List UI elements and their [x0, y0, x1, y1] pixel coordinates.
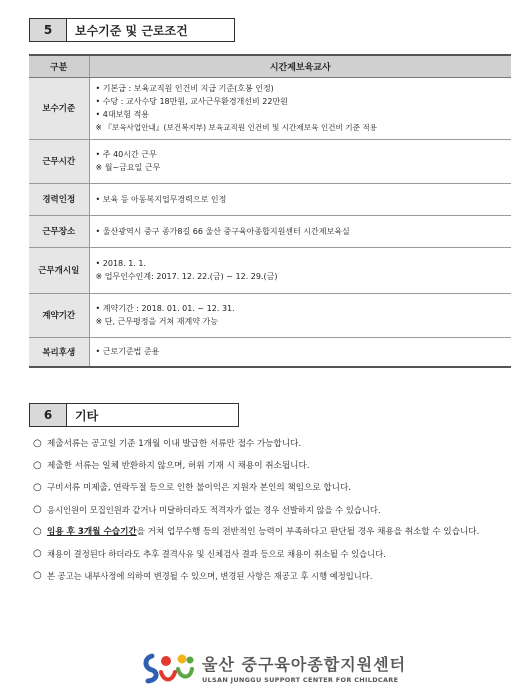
- column-header-part-time-teacher: 시간제보육교사: [89, 55, 511, 77]
- center-logo: [140, 650, 406, 686]
- circle-bullet-icon: ○: [33, 526, 42, 537]
- row-label: 근무개시일: [29, 247, 89, 293]
- row-line: • 계약기간 : 2018. 01. 01. ~ 12. 31.: [95, 304, 235, 313]
- section-number: 5: [29, 18, 67, 42]
- row-label: 계약기간: [29, 293, 89, 337]
- note-text: 제출서류는 공고일 기준 1개월 이내 발급한 서류만 접수 가능합니다.: [47, 439, 302, 449]
- section-title: 보수기준 및 근로조건: [67, 18, 235, 42]
- row-value: [89, 337, 511, 367]
- circle-bullet-icon: ○: [33, 504, 42, 515]
- center-name-english: ULSAN JUNGGU SUPPORT CENTER FOR CHILDCARE: [202, 676, 399, 684]
- row-value: [89, 77, 511, 139]
- row-line: ※ 업무인수인계: 2017. 12. 22.(금) ~ 12. 29.(금): [95, 272, 278, 281]
- table-row: [29, 139, 511, 183]
- note-text: 제출한 서류는 일체 반환하지 않으며, 허위 기재 시 채용이 취소됩니다.: [47, 461, 310, 471]
- note-text: 응시인원이 모집인원과 같거나 미달하더라도 적격자가 없는 경우 선발하지 않을 수 있습니다.: [47, 505, 381, 515]
- row-label: 복리후생: [29, 337, 89, 367]
- circle-bullet-icon: ○: [33, 482, 42, 493]
- row-value: [89, 247, 511, 293]
- center-name-korean: 울산 중구육아종합지원센터: [202, 655, 407, 674]
- note-text-compound: [47, 525, 513, 539]
- row-value: [89, 215, 511, 247]
- list-item: [33, 525, 513, 539]
- row-line: ※ 월~금요일 근무: [95, 163, 161, 172]
- column-header-category: 구분: [29, 55, 89, 77]
- center-logo-icon: [140, 650, 198, 686]
- row-line: • 2018. 1. 1.: [95, 259, 147, 268]
- row-label: 근무시간: [29, 139, 89, 183]
- row-line: • 수당 : 교사수당 18만원, 교사근무환경개선비 22만원: [95, 97, 288, 106]
- row-line: • 기본급 : 보육교직원 인건비 지급 기준(호봉 인정): [95, 84, 274, 93]
- list-item: [33, 481, 513, 495]
- note-text: 채용이 결정된다 하더라도 추후 결격사유 및 신체검사 결과 등으로 채용이 취소될 수 있습니다.: [47, 549, 386, 559]
- row-line: ※ 『보육사업안내』(보건복지부) 보육교직원 인건비 및 시간제보육 인건비 기준 적용: [95, 123, 378, 132]
- table-row: [29, 77, 511, 139]
- list-item: [33, 437, 513, 451]
- note-text: 을 거쳐 업무수행 등의 전반적인 능력이 부족하다고 판단될 경우 채용을 취소할 수 있습니다.: [136, 527, 480, 537]
- list-item: [33, 569, 513, 583]
- list-item: [33, 547, 513, 561]
- section-5-heading: [29, 18, 235, 42]
- table-row: [29, 293, 511, 337]
- note-text: 본 공고는 내부사정에 의하여 변경될 수 있으며, 변경된 사항은 재공고 후 시행 예정입니다.: [47, 571, 373, 581]
- row-value: [89, 183, 511, 215]
- table-row: [29, 215, 511, 247]
- section-6-heading: [29, 403, 239, 427]
- row-value: [89, 293, 511, 337]
- row-line: • 근로기준법 준용: [95, 347, 160, 357]
- row-label: 보수기준: [29, 77, 89, 139]
- row-line: • 주 40시간 근무: [95, 150, 157, 159]
- section-title: 기타: [67, 403, 239, 427]
- circle-bullet-icon: ○: [33, 460, 42, 471]
- row-label: 근무장소: [29, 215, 89, 247]
- row-value: [89, 139, 511, 183]
- circle-bullet-icon: ○: [33, 548, 42, 559]
- table-row: [29, 337, 511, 367]
- table-row: [29, 183, 511, 215]
- row-line: ※ 단, 근무평정을 거쳐 재계약 가능: [95, 317, 218, 326]
- row-label: 경력인정: [29, 183, 89, 215]
- list-item: [33, 459, 513, 473]
- row-line: • 4대보험 적용: [95, 110, 150, 119]
- row-line: • 울산광역시 중구 종가8길 66 울산 중구육아종합지원센터 시간제보육실: [95, 226, 350, 236]
- circle-bullet-icon: ○: [33, 438, 42, 449]
- circle-bullet-icon: ○: [33, 570, 42, 581]
- notes-list: [33, 437, 513, 591]
- probation-emphasis: 임용 후 3개월 수습기간: [47, 527, 137, 537]
- section-number: 6: [29, 403, 67, 427]
- row-line: • 보육 등 아동복지업무경력으로 인정: [95, 194, 227, 204]
- table-row: [29, 247, 511, 293]
- conditions-table: [29, 54, 511, 368]
- list-item: [33, 503, 513, 517]
- note-text: 구비서류 미제출, 연락두절 등으로 인한 불이익은 지원자 본인의 책임으로 합니다.: [47, 483, 352, 493]
